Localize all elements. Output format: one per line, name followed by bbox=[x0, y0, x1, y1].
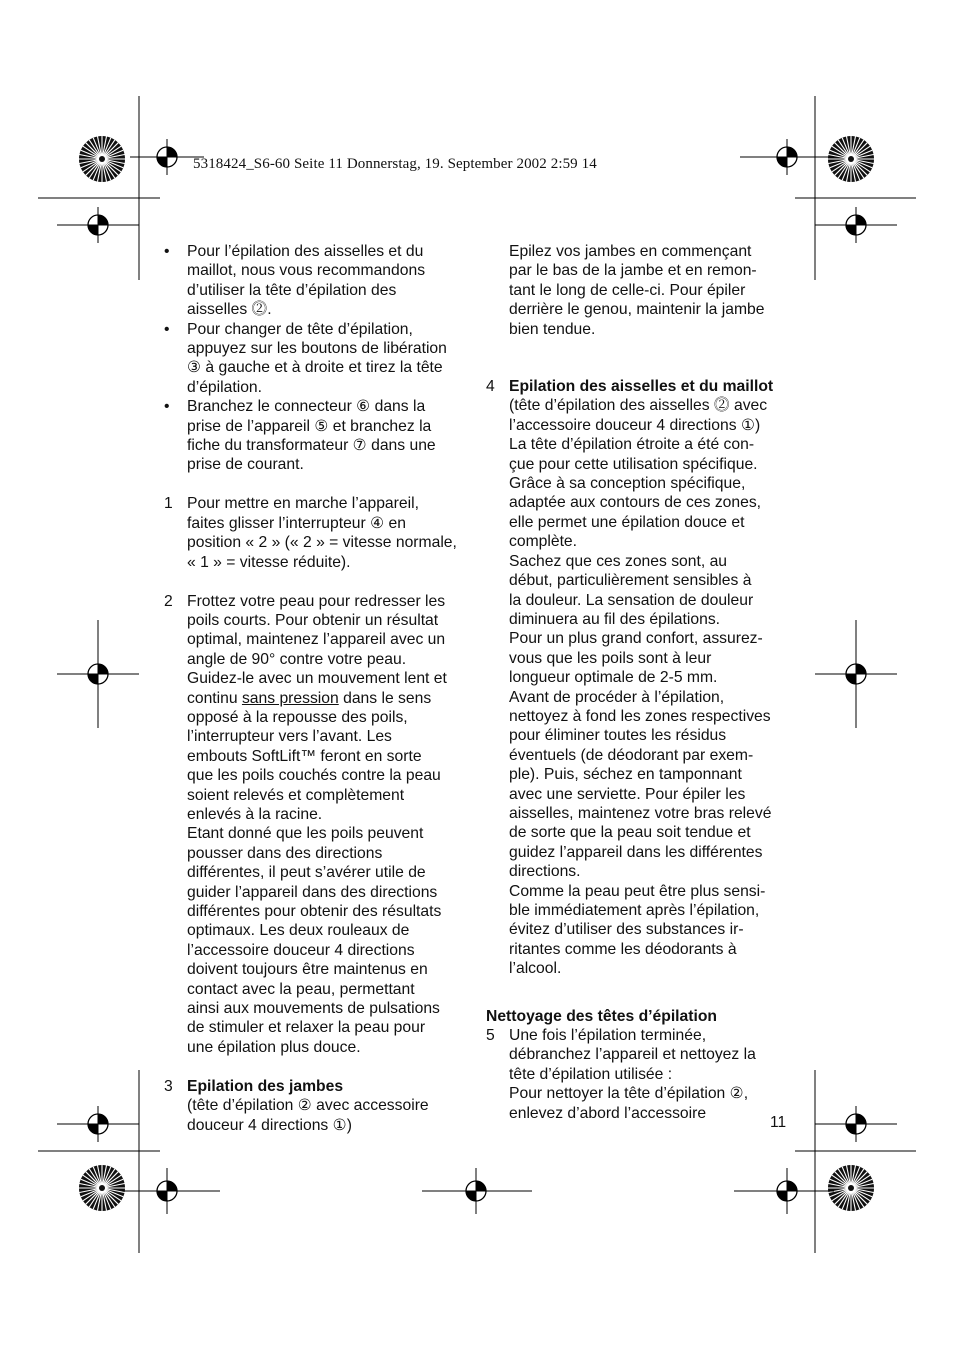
spacer bbox=[486, 339, 796, 367]
left-column bbox=[164, 242, 469, 1135]
text-line: Frottez votre peau pour redresser les bbox=[187, 592, 446, 610]
step-number: 1 bbox=[164, 495, 173, 513]
text-line: ple). Puis, séchez en tamponnant bbox=[509, 766, 742, 784]
text-line: l’accessoire douceur 4 directions ①) bbox=[509, 416, 761, 434]
text-line: enlevez d’abord l’accessoire bbox=[509, 1104, 707, 1122]
right-column bbox=[486, 242, 796, 1123]
bullet-marker: • bbox=[164, 398, 170, 416]
text-line: angle de 90° contre votre peau. bbox=[187, 650, 407, 668]
text-line: bien tendue. bbox=[509, 320, 596, 338]
text-line: enlevés à la racine. bbox=[187, 805, 323, 823]
step-1 bbox=[164, 494, 469, 572]
text-line: prise de courant. bbox=[187, 456, 304, 474]
text-line: Pour nettoyer la tête d’épilation ②, bbox=[509, 1085, 749, 1103]
text-line: nettoyez à fond les zones respectives bbox=[509, 707, 771, 725]
text-line: aisselles ⓶. bbox=[187, 301, 272, 319]
text-line: que les poils couchés contre la peau bbox=[187, 767, 441, 785]
spacer bbox=[164, 572, 469, 592]
text-line: adaptée aux contours de ces zones, bbox=[509, 494, 762, 512]
text-line: différentes, il peut s’avérer utile de bbox=[187, 864, 426, 882]
text-line: opposé à la repousse des poils, bbox=[187, 708, 408, 726]
step-title: Epilation des jambes bbox=[187, 1077, 344, 1095]
spacer bbox=[164, 1057, 469, 1077]
page-number: 11 bbox=[770, 1114, 787, 1131]
text-line: éventuels (de déodorant par exem- bbox=[509, 746, 754, 764]
text-line: avec une serviette. Pour épiler les bbox=[509, 785, 746, 803]
text-fragment: dans le sens bbox=[338, 689, 432, 707]
text-line: début, particulièrement sensibles à bbox=[509, 572, 752, 590]
underlined-emphasis: sans pression bbox=[241, 689, 339, 707]
text-line: l’accessoire douceur 4 directions bbox=[187, 941, 415, 959]
section-heading: Nettoyage des têtes d’épilation bbox=[486, 1007, 718, 1025]
step-5 bbox=[486, 1026, 796, 1123]
text-line: ritantes comme les déodorants à bbox=[509, 940, 737, 958]
text-line: La tête d’épilation étroite a été con- bbox=[509, 436, 755, 454]
text-line: la douleur. La sensation de douleur bbox=[509, 591, 754, 609]
intro-paragraph bbox=[486, 242, 796, 339]
spacer bbox=[486, 979, 796, 1007]
text-line: soient relevés et complètement bbox=[187, 786, 405, 804]
text-line: prise de l’appareil ⑤ et branchez la bbox=[187, 417, 432, 435]
text-line: de stimuler et relaxer la peau pour bbox=[187, 1019, 426, 1037]
text-line: Pour un plus grand confort, assurez- bbox=[509, 630, 763, 648]
text-line: faites glisser l’interrupteur ④ en bbox=[187, 514, 406, 532]
bullet-marker: • bbox=[164, 320, 170, 338]
text-line: Sachez que ces zones sont, au bbox=[509, 552, 728, 570]
text-line: (tête d’épilation des aisselles ⓶ avec bbox=[509, 397, 768, 415]
text-line: « 1 » = vitesse réduite). bbox=[187, 553, 351, 571]
text-fragment: continu bbox=[187, 689, 242, 707]
text-line: douceur 4 directions ①) bbox=[187, 1116, 352, 1134]
text-line: d’utiliser la tête d’épilation des bbox=[187, 281, 397, 299]
text-line: position « 2 » (« 2 » = vitesse normale, bbox=[187, 534, 457, 552]
text-line: l’interrupteur vers l’avant. Les bbox=[187, 728, 392, 746]
text-line: Etant donné que les poils peuvent bbox=[187, 825, 424, 843]
text-line: l’alcool. bbox=[509, 960, 562, 978]
step-number: 4 bbox=[486, 378, 495, 396]
text-line: aisselles, maintenez votre bras relevé bbox=[509, 804, 772, 822]
text-line: derrière le genou, maintenir la jambe bbox=[509, 301, 765, 319]
text-line: tête d’épilation utilisée : bbox=[509, 1065, 673, 1083]
text-line bbox=[187, 689, 469, 708]
text-line: une épilation plus douce. bbox=[187, 1038, 361, 1056]
text-line: débranchez l’appareil et nettoyez la bbox=[509, 1046, 756, 1064]
text-line: complète. bbox=[509, 533, 578, 551]
text-line: Pour mettre en marche l’appareil, bbox=[187, 495, 419, 513]
text-line: différentes pour obtenir des résultats bbox=[187, 903, 442, 920]
text-line: Grâce à sa conception spécifique, bbox=[509, 475, 746, 493]
text-line: Epilez vos jambes en commençant bbox=[509, 243, 752, 260]
step-4 bbox=[486, 377, 796, 979]
text-line: guider l’appareil dans des directions bbox=[187, 883, 438, 901]
text-line: longueur optimale de 2-5 mm. bbox=[509, 669, 718, 687]
text-line: embouts SoftLift™ feront en sorte bbox=[187, 747, 422, 765]
text-line: Une fois l’épilation terminée, bbox=[509, 1027, 707, 1045]
spacer bbox=[164, 475, 469, 495]
text-line: Pour l’épilation des aisselles et du bbox=[187, 243, 424, 260]
bullet-marker: • bbox=[164, 243, 170, 260]
text-line: elle permet une épilation douce et bbox=[509, 513, 745, 531]
bullet-item bbox=[164, 397, 469, 475]
text-line: poils courts. Pour obtenir un résultat bbox=[187, 611, 439, 629]
text-line: Guidez-le avec un mouvement lent et bbox=[187, 670, 447, 688]
text-line: ainsi aux mouvements de pulsations bbox=[187, 1000, 440, 1018]
text-line: (tête d’épilation ② avec accessoire bbox=[187, 1097, 429, 1115]
step-2 bbox=[164, 592, 469, 1058]
text-line: guidez l’appareil dans les différentes bbox=[509, 843, 763, 861]
text-line: diminuera au fil des épilations. bbox=[509, 610, 721, 628]
text-line: Pour changer de tête d’épilation, bbox=[187, 320, 413, 338]
text-line: optimaux. Les deux rouleaux de bbox=[187, 922, 410, 940]
text-line: de sorte que la peau soit tendue et bbox=[509, 824, 751, 842]
spacer bbox=[486, 367, 796, 377]
text-line: Branchez le connecteur ⑥ dans la bbox=[187, 398, 426, 416]
text-line: doivent toujours être maintenus en bbox=[187, 961, 428, 979]
text-line: vous que les poils sont à leur bbox=[509, 649, 712, 667]
text-line: maillot, nous vous recommandons bbox=[187, 262, 426, 280]
text-line: directions. bbox=[509, 863, 581, 881]
text-line: pour éliminer toutes les résidus bbox=[509, 727, 727, 745]
bullet-item bbox=[164, 242, 469, 320]
text-line: Avant de procéder à l’épilation, bbox=[509, 688, 725, 706]
text-line: tant le long de celle-ci. Pour épiler bbox=[509, 281, 746, 299]
step-number: 3 bbox=[164, 1077, 173, 1095]
text-line: ③ à gauche et à droite et tirez la tête bbox=[187, 359, 443, 377]
text-line: évitez d’utiliser des substances ir- bbox=[509, 921, 744, 939]
step-number: 5 bbox=[486, 1027, 495, 1045]
text-line: par le bas de la jambe et en remon- bbox=[509, 262, 757, 280]
text-line: çue pour cette utilisation spécifique. bbox=[509, 455, 758, 473]
step-3 bbox=[164, 1077, 469, 1135]
text-line: pousser dans des directions bbox=[187, 844, 383, 862]
text-line: d’épilation. bbox=[187, 378, 263, 396]
text-line: appuyez sur les boutons de libération bbox=[187, 340, 447, 358]
text-line: Comme la peau peut être plus sensi- bbox=[509, 882, 766, 900]
text-line: contact avec la peau, permettant bbox=[187, 980, 415, 998]
text-line: fiche du transformateur ⑦ dans une bbox=[187, 437, 436, 455]
step-title: Epilation des aisselles et du maillot bbox=[509, 378, 774, 396]
text-line: optimal, maintenez l’appareil avec un bbox=[187, 631, 446, 649]
bullet-item bbox=[164, 320, 469, 398]
step-number: 2 bbox=[164, 592, 173, 610]
text-line: ble immédiatement après l’épilation, bbox=[509, 902, 760, 919]
print-slug: 5318424_S6-60 Seite 11 Donnerstag, 19. September 2002 2:59 14 bbox=[193, 156, 597, 172]
